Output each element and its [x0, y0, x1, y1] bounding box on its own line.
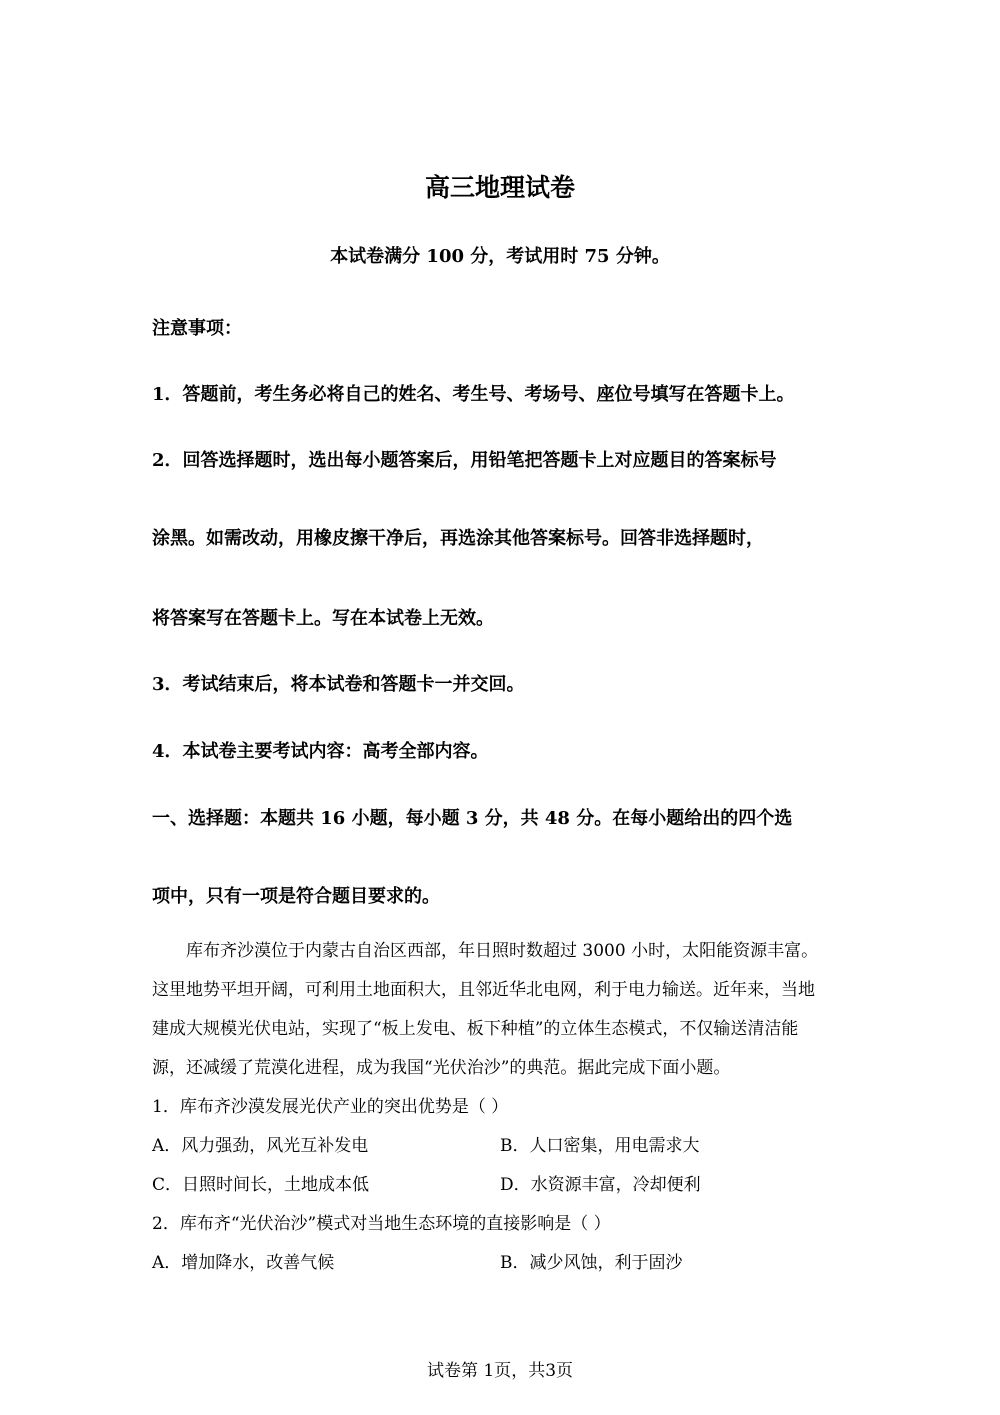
question-2-stem: 2．库布齐“光伏治沙”模式对当地生态环境的直接影响是（ ）	[152, 1214, 611, 1234]
exam-info: 本试卷满分 100 分，考试用时 75 分钟。	[330, 246, 670, 267]
question-1-stem: 1．库布齐沙漠发展光伏产业的突出优势是（ ）	[152, 1097, 509, 1117]
notice-item-3: 3．考试结束后，将本试卷和答题卡一并交回。	[152, 674, 525, 695]
question-1-option-a: A．风力强劲，风光互补发电	[152, 1136, 369, 1156]
section-heading: 一、选择题：本题共 16 小题，每小题 3 分，共 48 分。在每小题给出的四个选	[152, 808, 793, 829]
notice-heading: 注意事项：	[152, 318, 242, 339]
question-2-option-a: A．增加降水，改善气候	[152, 1253, 335, 1273]
passage-line-1: 库布齐沙漠位于内蒙古自治区西部，年日照时数超过 3000 小时，太阳能资源丰富。	[186, 941, 819, 961]
notice-item-2: 2．回答选择题时，选出每小题答案后，用铅笔把答题卡上对应题目的答案标号	[152, 450, 777, 471]
question-1-option-d: D．水资源丰富，冷却便利	[500, 1175, 701, 1195]
passage-line-4: 源，还减缓了荒漠化进程，成为我国“光伏治沙”的典范。据此完成下面小题。	[152, 1058, 731, 1078]
page-footer: 试卷第 1页，共3页	[426, 1361, 574, 1381]
passage-line-3: 建成大规模光伏电站，实现了“板上发电、板下种植”的立体生态模式，不仅输送清洁能	[152, 1019, 799, 1039]
notice-item-2-cont: 涂黑。如需改动，用橡皮擦干净后，再选涂其他答案标号。回答非选择题时，	[152, 528, 764, 549]
section-heading-cont: 项中，只有一项是符合题目要求的。	[152, 886, 440, 907]
notice-item-1: 1．答题前，考生务必将自己的姓名、考生号、考场号、座位号填写在答题卡上。	[152, 384, 795, 405]
question-1-option-c: C．日照时间长，土地成本低	[152, 1175, 370, 1195]
question-2-option-b: B．减少风蚀，利于固沙	[500, 1253, 683, 1273]
page-title: 高三地理试卷	[424, 173, 575, 202]
question-1-option-b: B．人口密集，用电需求大	[500, 1136, 700, 1156]
notice-item-2-cont2: 将答案写在答题卡上。写在本试卷上无效。	[152, 608, 494, 629]
notice-item-4: 4．本试卷主要考试内容：高考全部内容。	[152, 741, 489, 762]
passage-line-2: 这里地势平坦开阔，可利用土地面积大，且邻近华北电网，利于电力输送。近年来，当地	[152, 980, 815, 1000]
